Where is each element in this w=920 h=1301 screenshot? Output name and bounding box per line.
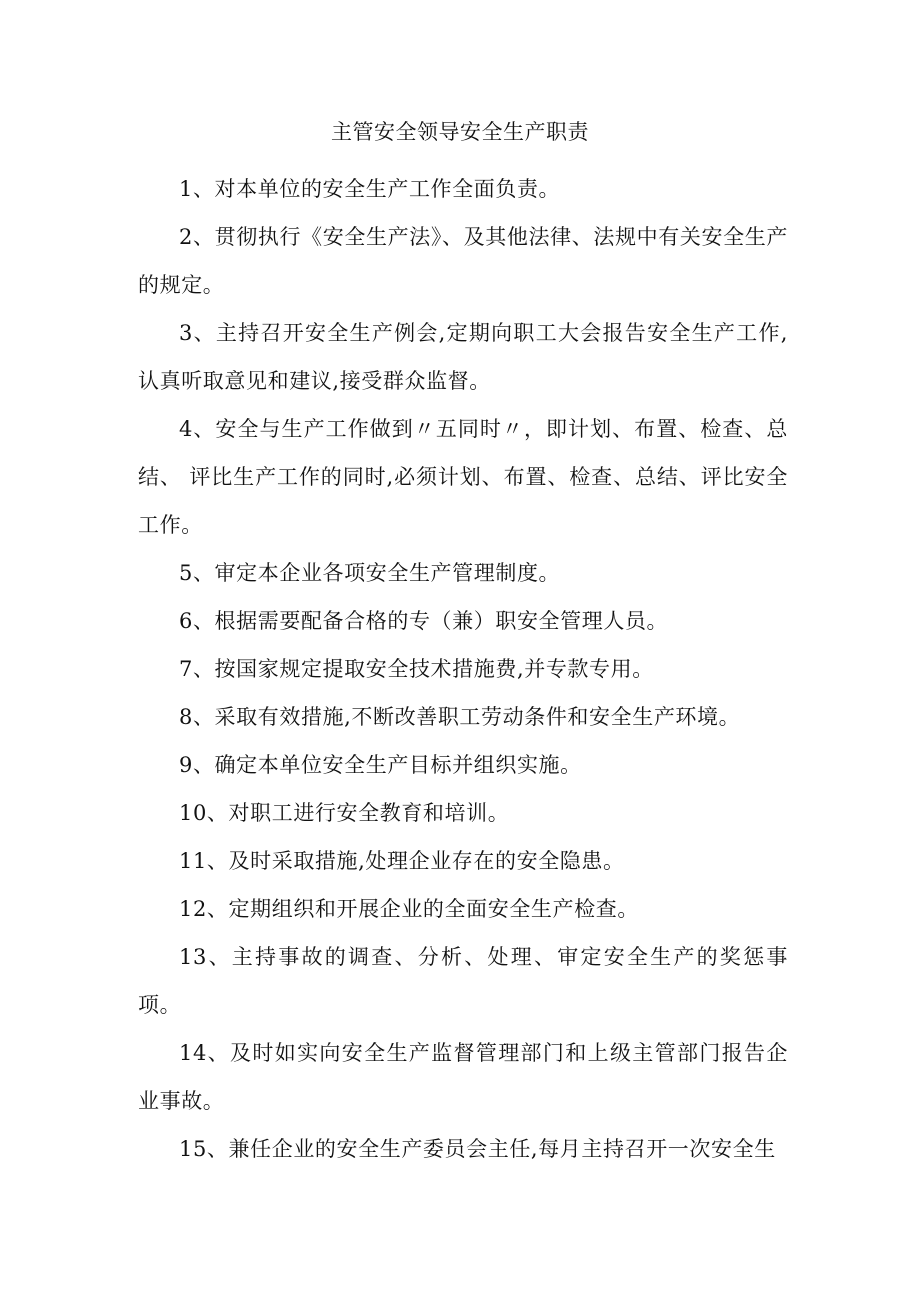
duty-item-11: 11、及时采取措施,处理企业存在的安全隐患。: [179, 849, 625, 873]
duty-item-7: 7、按国家规定提取安全技术措施费,并专款专用。: [179, 657, 654, 681]
duty-item-6: 6、根据需要配备合格的专（兼）职安全管理人员。: [179, 609, 669, 633]
duty-item-13: 13、主持事故的调查、分析、处理、审定安全生产的奖惩事项。: [138, 945, 788, 1017]
duty-item-8: 8、采取有效措施,不断改善职工劳动条件和安全生产环境。: [179, 705, 741, 729]
duty-item-14: 14、及时如实向安全生产监督管理部门和上级主管部门报告企业事故。: [138, 1041, 788, 1113]
duty-item-9: 9、确定本单位安全生产目标并组织实施。: [179, 753, 582, 777]
duty-item-10: 10、对职工进行安全教育和培训。: [179, 801, 510, 825]
duty-item-5: 5、审定本企业各项安全生产管理制度。: [179, 561, 561, 585]
duty-item-1: 1、对本单位的安全生产工作全面负责。: [179, 177, 561, 201]
duty-item-15: 15、兼任企业的安全生产委员会主任,每月主持召开一次安全生: [179, 1137, 776, 1161]
duty-item-4: 4、安全与生产工作做到〃五同时〃，即计划、布置、检查、总结、 评比生产工作的同时,必须计划、布置、检查、总结、评比安全工作。: [138, 417, 788, 537]
duty-item-3: 3、主持召开安全生产例会,定期向职工大会报告安全生产工作,认真听取意见和建议,接受群众监督。: [138, 321, 788, 393]
document-title: 主管安全领导安全生产职责: [331, 120, 589, 144]
document-body: [138, 165, 788, 1173]
duty-item-12: 12、定期组织和开展企业的全面安全生产检查。: [179, 897, 639, 921]
duty-item-2: 2、贯彻执行《安全生产法》、及其他法律、法规中有关安全生产 的规定。: [138, 225, 788, 297]
